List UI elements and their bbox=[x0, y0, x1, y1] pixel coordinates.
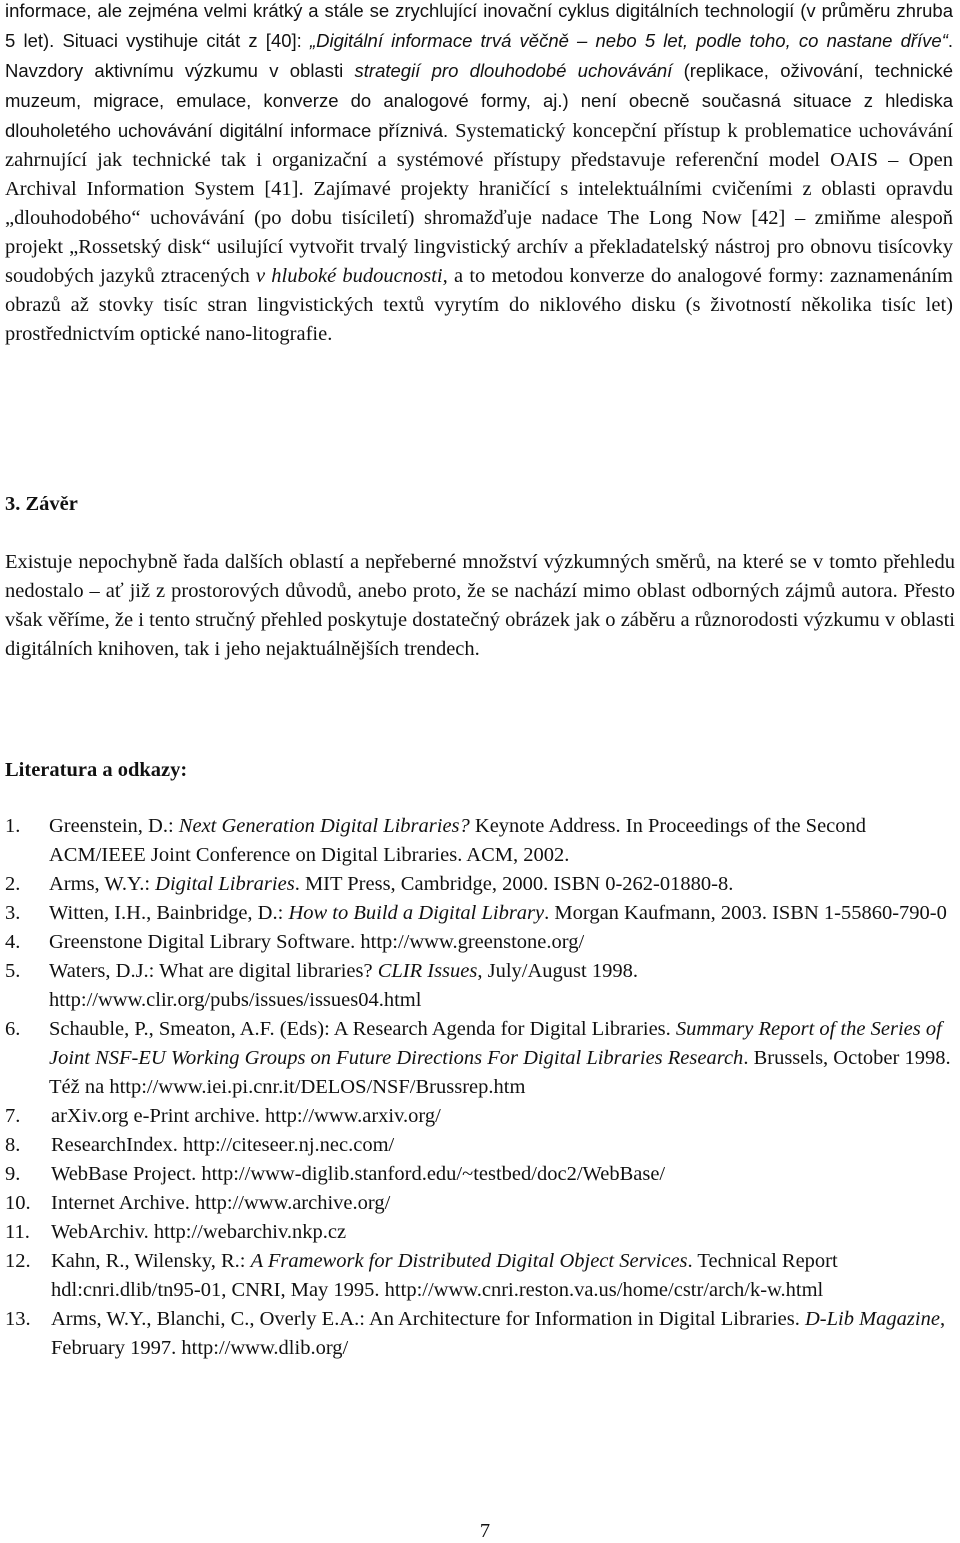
reference-item bbox=[5, 870, 955, 899]
reference-text: Arms, W.Y., Blanchi, C., Overly E.A.: An Architecture for Information in Digital Libraries. bbox=[51, 1308, 805, 1330]
reference-text: Witten, I.H., Bainbridge, D.: bbox=[49, 902, 289, 924]
references-heading: Literatura a odkazy: bbox=[5, 759, 188, 781]
reference-text: WebBase Project. http://www-diglib.stanford.edu/~testbed/doc2/WebBase/ bbox=[51, 1163, 666, 1185]
reference-list bbox=[5, 812, 955, 1363]
reference-item bbox=[5, 1247, 955, 1305]
reference-text: Internet Archive. http://www.archive.org/ bbox=[51, 1192, 391, 1214]
reference-title: Digital Libraries bbox=[155, 873, 295, 895]
reference-item bbox=[5, 1218, 955, 1247]
intro-text-4: Systematický koncepční přístup k problematice uchovávání zahrnující jak technické tak i organizační a systémové přístupy představuje referenční model OAIS – Open Archival Information System [41]. Zajímavé projekty hraničící s intelektuálními cvičeními z oblasti opravdu „dlouhodobého“ uchovávání (po dobu tisíciletí) shromažďuje nadace The Long Now [42] – zmiňme alespoň projekt „Rossetský disk“ usilující vytvořit trvalý lingvistický archív a překladatelský nástroj pro obnovu tisícovky soudobých jazyků ztracených bbox=[5, 120, 953, 287]
reference-details: . Brussels, October 1998. Též na http://www.iei.pi.cnr.it/DELOS/NSF/Brussrep.htm bbox=[49, 1047, 951, 1098]
page-number: 7 bbox=[479, 1520, 491, 1542]
reference-number: 12. bbox=[5, 1250, 31, 1272]
reference-number: 5. bbox=[5, 960, 21, 982]
reference-title: How to Build a Digital Library bbox=[288, 902, 545, 924]
reference-text: Kahn, R., Wilensky, R.: bbox=[51, 1250, 251, 1272]
reference-details: , February 1997. http://www.dlib.org/ bbox=[51, 1308, 946, 1359]
intro-paragraph bbox=[5, 0, 953, 349]
reference-details: . Technical Report hdl:cnri.dlib/tn95-01, CNRI, May 1995. http://www.cnri.reston.va.us/home/cstr/arch/k-w.html bbox=[51, 1250, 838, 1301]
reference-details: , July/August 1998. http://www.clir.org/pubs/issues/issues04.html bbox=[49, 960, 638, 1011]
reference-title: A Framework for Distributed Digital Object Services bbox=[250, 1250, 688, 1272]
reference-number: 11. bbox=[5, 1221, 30, 1243]
reference-item bbox=[5, 1305, 955, 1363]
reference-item bbox=[5, 1189, 955, 1218]
conclusion-paragraph: Existuje nepochybně řada dalších oblastí a nepřeberné množství výzkumných směrů, na které se v tomto přehledu nedostalo – ať již z prostorových důvodů, anebo proto, že se nachází mimo oblast odborných zájmů autora. Přesto však věříme, že i tento stručný přehled poskytuje dostatečný obrázek jak o záběru a různorodosti výzkumu v oblasti digitálních knihoven, tak i jeho nejaktuálnějších trendech. bbox=[5, 551, 955, 660]
reference-text: arXiv.org e-Print archive. http://www.arxiv.org/ bbox=[51, 1105, 441, 1127]
reference-details: . MIT Press, Cambridge, 2000. ISBN 0-262-01880-8. bbox=[294, 873, 734, 895]
reference-title: Next Generation Digital Libraries? bbox=[178, 815, 470, 837]
reference-number: 13. bbox=[5, 1308, 31, 1330]
reference-text: ResearchIndex. http://citeseer.nj.nec.com/ bbox=[51, 1134, 395, 1156]
reference-number: 9. bbox=[5, 1163, 21, 1185]
reference-number: 3. bbox=[5, 902, 21, 924]
intro-future: v hluboké budoucnosti, bbox=[255, 265, 448, 287]
intro-text-3: (replikace, oživování, technické muzeum, migrace, emulace, konverze do analogové formy, aj.) není obecně současná situace z hlediska dlouholetého uchovávání digitální informace příznivá. bbox=[5, 60, 953, 141]
conclusion-heading: 3. Závěr bbox=[5, 493, 78, 515]
reference-number: 1. bbox=[5, 815, 21, 837]
reference-number: 2. bbox=[5, 873, 21, 895]
reference-number: 10. bbox=[5, 1192, 31, 1214]
intro-quote: „Digitální informace trvá věčně – nebo 5 let, podle toho, co nastane dříve“ bbox=[309, 30, 948, 51]
intro-strategies: strategií pro dlouhodobé uchovávání bbox=[354, 60, 673, 81]
reference-number: 8. bbox=[5, 1134, 21, 1156]
reference-title: D-Lib Magazine bbox=[805, 1308, 940, 1330]
reference-item bbox=[5, 928, 955, 957]
reference-item bbox=[5, 812, 955, 870]
reference-item bbox=[5, 899, 955, 928]
reference-item bbox=[5, 1131, 955, 1160]
reference-title: CLIR Issues bbox=[377, 960, 478, 982]
reference-text: Arms, W.Y.: bbox=[49, 873, 156, 895]
reference-number: 7. bbox=[5, 1105, 21, 1127]
intro-text-2: . Navzdory aktivnímu výzkumu v oblasti bbox=[5, 30, 953, 81]
reference-text: Schauble, P., Smeaton, A.F. (Eds): A Research Agenda for Digital Libraries. bbox=[49, 1018, 676, 1040]
reference-number: 6. bbox=[5, 1018, 21, 1040]
reference-details: . Morgan Kaufmann, 2003. ISBN 1-55860-790-0 bbox=[544, 902, 947, 924]
reference-text: Greenstone Digital Library Software. http://www.greenstone.org/ bbox=[49, 931, 585, 953]
reference-item bbox=[5, 957, 955, 1015]
reference-item bbox=[5, 1102, 955, 1131]
reference-item bbox=[5, 1160, 955, 1189]
reference-number: 4. bbox=[5, 931, 21, 953]
intro-text-5: a to metodou konverze do analogové formy: zaznamenáním obrazů až stovky tisíc stran lingvistických textů vyrytím do niklového disku (s životností několika tisíc let) prostřednictvím optické nano-litografie. bbox=[5, 265, 953, 345]
reference-details: Keynote Address. In Proceedings of the Second ACM/IEEE Joint Conference on Digital Libraries. ACM, 2002. bbox=[49, 815, 867, 866]
reference-item bbox=[5, 1015, 955, 1102]
intro-text-1: informace, ale zejména velmi krátký a stále se zrychlující inovační cyklus digitálních technologií (v průměru zhruba 5 let). Situaci vystihuje citát z [40]: bbox=[5, 0, 953, 51]
reference-text: WebArchiv. http://webarchiv.nkp.cz bbox=[51, 1221, 347, 1243]
reference-text: Greenstein, D.: bbox=[49, 815, 179, 837]
reference-text: Waters, D.J.: What are digital libraries? bbox=[49, 960, 378, 982]
reference-title: Summary Report of the Series of Joint NSF-EU Working Groups on Future Directions For Digital Libraries Research bbox=[49, 1018, 942, 1069]
